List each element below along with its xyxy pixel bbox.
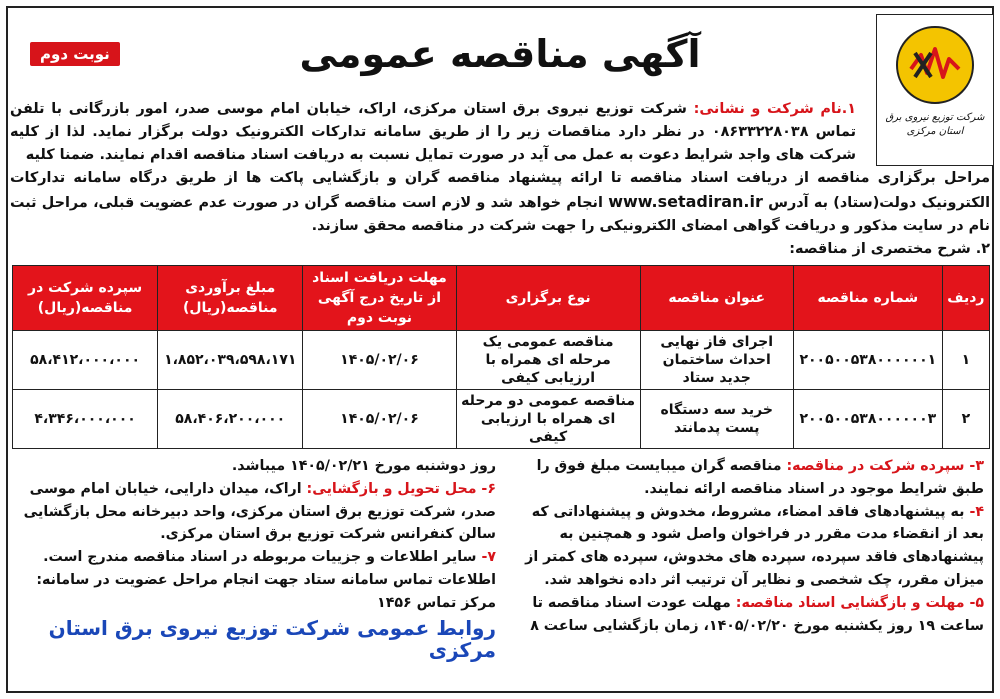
cell-estimate: ۱،۸۵۲،۰۳۹،۵۹۸،۱۷۱ (158, 331, 303, 390)
section-7-text: سایر اطلاعات و جزییات مربوطه در اسناد مناقصه مندرج است. (43, 549, 477, 566)
section-5-label: ۵- مهلت و بازگشایی اسناد مناقصه: (735, 594, 984, 611)
cell-deadline: ۱۴۰۵/۰۲/۰۶ (303, 390, 456, 449)
section-2-label: ۲. شرح مختصری از مناقصه: (789, 241, 990, 257)
section-1-label: ۱.نام شرکت و نشانی: (693, 101, 856, 117)
cell-tender-type: مناقصه عمومی یک مرحله ای همراه با ارزیابی کیفی (456, 331, 640, 390)
col-tender-title: عنوان مناقصه (640, 266, 793, 331)
header (10, 8, 990, 80)
footer-signature: روابط عمومی شرکت توزیع نیروی برق استان مرکزی (48, 615, 496, 663)
section-6-label: ۶- محل تحویل و بازگشایی: (306, 480, 496, 497)
cell-tender-title: اجرای فاز نهایی احداث ساختمان جدید ستاد (640, 331, 793, 390)
contact-info: اطلاعات تماس سامانه ستاد جهت انجام مراحل عضویت در سامانه: مرکز تماس ۱۴۵۶ (36, 571, 496, 611)
col-estimate: مبلغ برآوردی مناقصه(ریال) (158, 266, 303, 331)
cell-row: ۲ (942, 390, 989, 449)
section-1-text-b: مراحل برگزاری مناقصه از دریافت اسناد مناقصه تا ارائه پیشنهاد مناقصه گران و بازگشایی پاکت ها از طریق درگاه سامانه تدارکات الکترونیک دولت(ستاد) به آدرس (10, 170, 991, 211)
section-6-text: اراک، میدان دارایی، خیابان امام موسی صدر، شرکت توزیع برق استان مرکزی، واحد دبیرخانه محل بازگشایی سالن کنفرانس شرکت توزیع برق استان مرکزی. (23, 480, 496, 543)
cell-deposit: ۴،۳۴۶،۰۰۰،۰۰۰ (13, 390, 158, 449)
section-4-text: به پیشنهادهای فاقد امضاء، مشروط، مخدوش و پیشنهاداتی که بعد از انقضاء مدت مقرر در فراخوان واصل شود و همچنین به پیشنهادهای فاقد سپرده، سپرده های مخدوش، سپرده های کمتر از میزان مقرر، چک شخصی و نظایر آن ترتیب اثر داده نخواهد شد. (525, 503, 984, 588)
logo-text: شرکت توزیع نیروی برق استان مرکزی (885, 112, 985, 137)
cell-tender-number: ۲۰۰۵۰۰۵۳۸۰۰۰۰۰۰۱ (793, 331, 942, 390)
col-row: ردیف (942, 266, 989, 331)
round-badge: نوبت دوم (30, 42, 120, 66)
section-5-cont: روز دوشنبه مورخ ۱۴۰۵/۰۲/۲۱ میباشد. (231, 458, 496, 474)
cell-estimate: ۵۸،۴۰۶،۲۰۰،۰۰۰ (158, 390, 303, 449)
notice-title: آگهی مناقصه عمومی (299, 32, 701, 76)
section-5-text: مهلت عودت اسناد مناقصه تا ساعت ۱۹ روز یکشنبه مورخ ۱۴۰۵/۰۲/۲۰، زمان بازگشایی ساعت ۸ (530, 594, 984, 634)
section-3-label: ۳- سپرده شرکت در مناقصه: (786, 458, 984, 474)
cell-tender-number: ۲۰۰۵۰۰۵۳۸۰۰۰۰۰۰۳ (793, 390, 942, 449)
section-7-label: ۷- (481, 549, 496, 566)
cell-row: ۱ (942, 331, 989, 390)
section-3-text: مناقصه گران میبایست مبلغ فوق را طبق شرایط موجود در اسناد مناقصه ارائه نمایند. (536, 458, 984, 497)
cell-deadline: ۱۴۰۵/۰۲/۰۶ (303, 331, 456, 390)
col-deposit: سپرده شرکت در مناقصه(ریال) (13, 266, 158, 331)
cell-tender-type: مناقصه عمومی دو مرحله ای همراه با ارزیابی کیفی (456, 390, 640, 449)
setad-url-link[interactable]: www.setadiran.ir (608, 192, 763, 211)
section-1-text-c: انجام خواهد شد و لازم است مناقصه گران در صورت عدم عضویت قبلی، مراحل ثبت نام در سایت مذکور و دریافت گواهی امضای الکترونیکی را جهت شرکت در مناقصه محقق سازند. (10, 195, 990, 234)
section-4-label: ۴- (969, 503, 984, 520)
col-tender-type: نوع برگزاری (456, 266, 640, 331)
col-tender-number: شماره مناقصه (793, 266, 942, 331)
section-1-text-a: شرکت توزیع نیروی برق استان مرکزی، اراک، خیابان امام موسی صدر، امور بازرگانی با تلفن تماس ۰۸۶۳۳۲۲۸۰۳۸ در نظر دارد مناقصات زیر را از طریق سامانه تدارکات الکترونیک دولت برگزار نماید. لذا از کلیه شرکت های واجد شرایط دعوت به عمل می آید در صورت تمایل نسبت به دریافت اسناد مناقصه اقدام نمایند. ضمنا کلیه (10, 101, 856, 163)
cell-deposit: ۵۸،۴۱۲،۰۰۰،۰۰۰ (13, 331, 158, 390)
cell-tender-title: خرید سه دستگاه پست پدمانتد (640, 390, 793, 449)
notice-border (6, 6, 994, 693)
col-deadline: مهلت دریافت اسناد از تاریخ درج آگهی نوبت دوم (303, 266, 456, 331)
